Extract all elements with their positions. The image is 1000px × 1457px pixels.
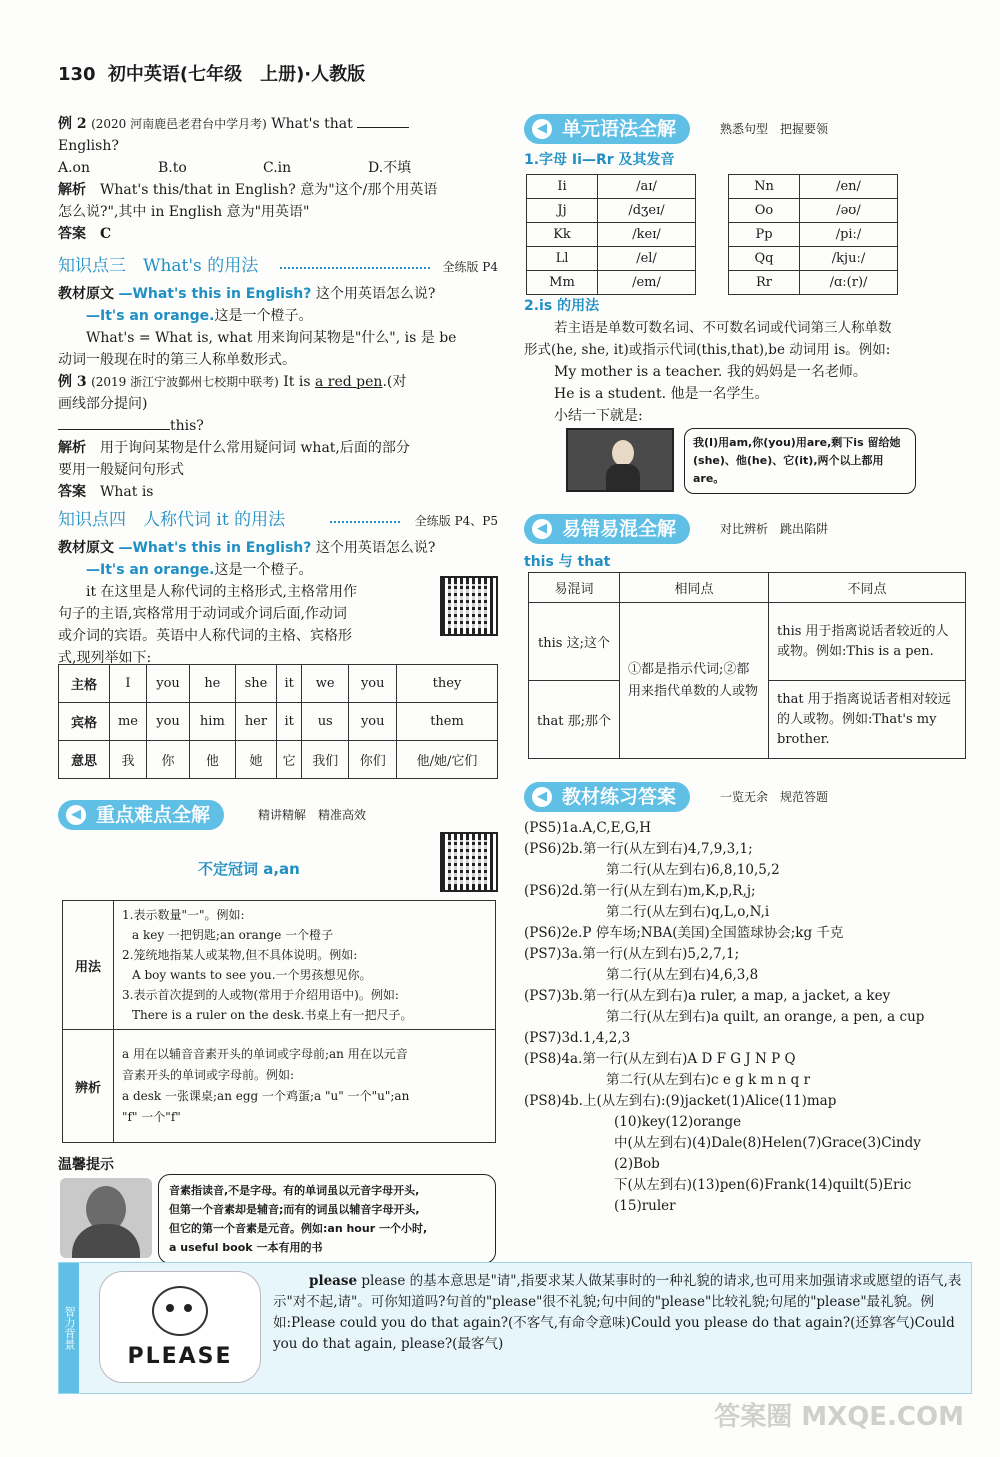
usage-line: There is a ruler on the desk.书桌上有一把尺子。 [132, 1008, 413, 1022]
option: A.on [58, 160, 91, 176]
option: B.to [158, 160, 187, 176]
speaker-icon: ◀ [532, 787, 552, 807]
usage-line: 2.笼统地指某人或某物,但不具体说明。例如: [122, 948, 358, 962]
kp4-title: 知识点四 人称代词 it 的用法 [58, 510, 286, 530]
kp3-para: What's = What is, what 用来询问某物是"什么", is 是 be [86, 330, 457, 346]
analysis-line: a 用在以辅音音素开头的单词或字母前;an 用在以元音 [122, 1047, 408, 1061]
letter: Pp [729, 223, 800, 247]
kp4-para: 式,现列举如下: [58, 650, 152, 666]
ex3-source: (2019 浙江宁波鄞州七校期中联考) [91, 375, 279, 389]
letter: Kk [527, 223, 598, 247]
answer-line: (15)ruler [614, 1198, 676, 1214]
keypoints-title: 不定冠词 a,an [198, 860, 300, 878]
cell: you [349, 703, 397, 741]
footer-side-label: 智力背景 [59, 1263, 79, 1393]
article-table [62, 900, 496, 1143]
yuanwen-label: 教材原文 [58, 540, 114, 556]
usage-line: 3.表示首次提到的人或物(常用于介绍用语中)。例如: [122, 988, 399, 1002]
phonetic: /dʒeɪ/ [598, 199, 696, 223]
book-title: 初中英语(七年级 上册)·人教版 [107, 64, 366, 85]
kp3-para: 动词一般现在时的第三人称单数形式。 [58, 352, 296, 368]
answer-line: (PS8)4b.上(从左到右):(9)jacket(1)Alice(11)map [524, 1093, 837, 1109]
watermark: 答案圈 MXQE.COM [714, 1402, 964, 1432]
answer-line: (PS7)3a.第一行(从左到右)5,2,7,1; [524, 946, 740, 962]
analysis-label: 解析 [58, 440, 86, 456]
cell: they [397, 665, 498, 703]
option: C.in [263, 160, 292, 176]
ex3-text: It is [283, 374, 311, 390]
analysis-text: 用于询问某物是什么常用疑问词 what,后面的部分 [100, 440, 410, 456]
banner-title: 重点难点全解 [96, 804, 211, 826]
answer-label: 答案 [58, 484, 86, 500]
confusion-title: this 与 that [524, 554, 611, 570]
yuanwen-en: —It's an orange. [86, 308, 215, 324]
cell: 她 [235, 741, 277, 779]
same-cell: ①都是指示代词;②都用来指代单数的人或物 [620, 603, 769, 759]
tip-line: 音素指读音,不是字母。有的单词虽以元音字母开头, [169, 1184, 420, 1197]
qr-code [440, 832, 498, 892]
yuanwen-en: —What's this in English? [118, 286, 312, 302]
word-cell: this 这;这个 [529, 603, 620, 681]
answer-value: What is [100, 484, 154, 500]
usage-line: a key 一把钥匙;an orange 一个橙子 [132, 928, 334, 942]
answer-line: 中(从左到右)(4)Dale(8)Helen(7)Grace(3)Cindy [614, 1135, 921, 1151]
diff-cell: that 用于指离说话者相对较远的人或物。例如:That's my brother. [769, 681, 966, 759]
answer-line: (2)Bob [614, 1156, 660, 1172]
confusion-table [528, 572, 966, 759]
grammar-banner [524, 114, 970, 144]
cell: 他 [190, 741, 235, 779]
kp4-ref: 全练版 P4、P5 [414, 514, 498, 528]
cell: you [146, 703, 189, 741]
cell: 我 [110, 741, 147, 779]
ex3-instruction: 画线部分提问) [58, 396, 148, 412]
cell: them [397, 703, 498, 741]
cell: me [110, 703, 147, 741]
speaker-icon: ◀ [532, 519, 552, 539]
kp3-title: 知识点三 What's 的用法 [58, 256, 259, 276]
row-head: 主格 [59, 665, 110, 703]
yuanwen-cn: 这是一个橙子。 [214, 562, 313, 578]
answer-line: 第二行(从左到右)q,L,o,N,i [606, 904, 770, 920]
phonetic: /piː/ [800, 223, 898, 247]
analysis-text: 怎么说?",其中 in English 意为"用英语" [58, 204, 310, 220]
row-head: 宾格 [59, 703, 110, 741]
letter: Oo [729, 199, 800, 223]
cell: 它 [277, 741, 302, 779]
letter-table-left [526, 174, 696, 295]
footer-box [58, 1262, 972, 1394]
answer-line: (PS6)2d.第一行(从左到右)m,K,p,R,j; [524, 883, 756, 899]
column-header: 相同点 [620, 573, 769, 603]
ex2-label: 例 2 [58, 116, 87, 132]
kp4-para: 或介词的宾语。英语中人称代词的主格、宾格形 [58, 628, 352, 644]
analysis-text: 要用一般疑问句形式 [58, 462, 184, 478]
footer-keyword: please [309, 1273, 358, 1289]
letter: Ii [527, 175, 598, 199]
tip-bubble [158, 1174, 496, 1264]
answer-line: (PS5)1a.A,C,E,G,H [524, 820, 652, 836]
usage-line: 1.表示数量"一"。例如: [122, 908, 245, 922]
cell: she [235, 665, 277, 703]
footer-text: please 的基本意思是"请",指要求某人做某事时的一种礼貌的请求,也可用来加强请求或愿望的语气,表示"对不起,请"。可你知道吗?句首的"please"很不礼貌;句中间的"please"比较礼貌;句尾的"please"最礼貌。例如:Please could you do that again?(不客气,有命令意味)Could you please do that again?(还算客气)Could you do that again, please?(最客气) [273, 1273, 962, 1352]
yuanwen-cn: 这是一个橙子。 [214, 308, 313, 324]
cell: you [349, 665, 397, 703]
phonetic: /aɪ/ [598, 175, 696, 199]
yuanwen-cn: 这个用英语怎么说? [315, 286, 436, 302]
phonetic: /kjuː/ [800, 247, 898, 271]
grammar-s1: 1.字母 Ii—Rr 及其发音 [524, 152, 675, 168]
please-word: PLEASE [127, 1344, 233, 1369]
letter: Nn [729, 175, 800, 199]
grammar-para: 形式(he, she, it)或指示代词(this,that),be 动词用 is。例如: [524, 342, 891, 358]
ex2-source: (2020 河南鹿邑老君台中学月考) [91, 117, 267, 131]
yuanwen-en: —It's an orange. [86, 562, 215, 578]
answer-line: (PS8)4a.第一行(从左到右)A D F G J N P Q [524, 1051, 796, 1067]
cell: him [190, 703, 235, 741]
tip-avatar [60, 1178, 152, 1258]
ex2-question: What's that [271, 116, 353, 132]
answer-line: (PS7)3b.第一行(从左到右)a ruler, a map, a jacket, a key [524, 988, 891, 1004]
analysis-text: What's this/that in English? 意为"这个/那个用英语 [100, 182, 438, 198]
kp4-para: it 在这里是人称代词的主格形式,主格常用作 [86, 584, 358, 600]
phonetic: /əʊ/ [800, 199, 898, 223]
answer-line: (PS6)2b.第一行(从左到右)4,7,9,3,1; [524, 841, 753, 857]
right-column [524, 110, 970, 1214]
teacher-picture [566, 428, 674, 492]
grammar-s2: 2.is 的用法 [524, 298, 600, 314]
cell: 你 [146, 741, 189, 779]
ex2-question-end: English? [58, 138, 119, 154]
word-cell: that 那;那个 [529, 681, 620, 759]
ex3-blank-end: this? [170, 418, 204, 434]
usage-line: A boy wants to see you.一个男孩想见你。 [132, 968, 372, 982]
grammar-para: 若主语是单数可数名词、不可数名词或代词第三人称单数 [554, 320, 892, 336]
phonetic: /en/ [800, 175, 898, 199]
analysis-line: 音素开头的单词或字母前。例如: [122, 1068, 295, 1082]
ex3-underlined: a red pen [314, 374, 383, 390]
answer-line: (PS7)3d.1,4,2,3 [524, 1030, 631, 1046]
kp4-para: 句子的主语,宾格常用于动词或介词后面,作动词 [58, 606, 347, 622]
answer-line: 第二行(从左到右)6,8,10,5,2 [606, 862, 780, 878]
analysis-label: 解析 [58, 182, 86, 198]
kp3-ref: 全练版 P4 [442, 260, 498, 274]
analysis-line: "f" 一个"f" [122, 1110, 181, 1124]
answer-line: (10)key(12)orange [614, 1114, 742, 1130]
row-head: 意思 [59, 741, 110, 779]
cell: 你们 [349, 741, 397, 779]
column-header: 易混词 [529, 573, 620, 603]
ex3-text: .(对 [382, 374, 407, 390]
column-header: 不同点 [769, 573, 966, 603]
page-header [58, 60, 365, 86]
pronoun-table [58, 664, 498, 779]
confusion-banner [524, 514, 970, 544]
letter: Mm [527, 271, 598, 295]
cell: it [277, 703, 302, 741]
row-head: 辨析 [63, 1030, 114, 1143]
cell: 我们 [301, 741, 348, 779]
qr-code [440, 576, 498, 636]
yuanwen-label: 教材原文 [58, 286, 114, 302]
answer-line: 第二行(从左到右)c e g k m n q r [606, 1072, 811, 1088]
grammar-example: My mother is a teacher. 我的妈妈是一名老师。 [554, 364, 867, 380]
letter: Jj [527, 199, 598, 223]
grammar-example: He is a student. 他是一名学生。 [554, 386, 769, 402]
tip-line: 但第一个音素却是辅音;而有的词虽以辅音字母开头, [169, 1203, 420, 1216]
letter-table-right [728, 174, 898, 295]
answer-line: 第二行(从左到右)4,6,3,8 [606, 967, 759, 983]
cell: we [301, 665, 348, 703]
tip-line: a useful book 一本有用的书 [169, 1241, 323, 1254]
banner-title: 教材练习答案 [562, 786, 677, 808]
analysis-line: a desk 一张课桌;an egg 一个鸡蛋;a "u" 一个"u";an [122, 1089, 410, 1103]
grammar-bubble: 我(I)用am,你(you)用are,剩下is 留给她(she)、他(he)、它(it),两个以上都用are。 [684, 428, 916, 494]
banner-sub: 熟悉句型 把握要领 [720, 122, 829, 136]
phonetic: /em/ [598, 271, 696, 295]
option: D.不填 [368, 160, 412, 176]
answer-line: 第二行(从左到右)a quilt, an orange, a pen, a cup [606, 1009, 925, 1025]
grammar-summary: 小结一下就是: [554, 408, 643, 424]
banner-title: 易错易混全解 [562, 518, 677, 540]
banner-sub: 精讲精解 精准高效 [258, 808, 367, 822]
letter: Qq [729, 247, 800, 271]
answers-banner [524, 782, 970, 812]
phonetic: /ɑː(r)/ [800, 271, 898, 295]
cell: 他/她/它们 [397, 741, 498, 779]
letter: Ll [527, 247, 598, 271]
phonetic: /el/ [598, 247, 696, 271]
answer-label: 答案 [58, 226, 86, 242]
page-number: 130 [58, 64, 96, 85]
diff-cell: this 用于指离说话者较近的人或物。例如:This is a pen. [769, 603, 966, 681]
answer-value: C [100, 226, 112, 242]
ex3-label: 例 3 [58, 374, 87, 390]
cell: you [146, 665, 189, 703]
banner-sub: 对比辨析 跳出陷阱 [720, 522, 829, 536]
yuanwen-en: —What's this in English? [118, 540, 312, 556]
cell: I [110, 665, 147, 703]
cell: it [277, 665, 302, 703]
answer-line: (PS6)2e.P 停车场;NBA(美国)全国篮球协会;kg 千克 [524, 925, 844, 941]
left-column [58, 110, 498, 1254]
cell: her [235, 703, 277, 741]
banner-sub: 一览无余 规范答题 [720, 790, 829, 804]
please-picture [99, 1271, 261, 1383]
row-head: 用法 [63, 901, 114, 1030]
speaker-icon: ◀ [532, 119, 552, 139]
cell: us [301, 703, 348, 741]
phonetic: /keɪ/ [598, 223, 696, 247]
letter: Rr [729, 271, 800, 295]
banner-title: 单元语法全解 [562, 118, 677, 140]
keypoints-banner [58, 800, 498, 830]
cell: he [190, 665, 235, 703]
tip-line: 但它的第一个音素是元音。例如:an hour 一个小时, [169, 1222, 428, 1235]
answer-line: 下(从左到右)(13)pen(6)Frank(14)quilt(5)Eric [614, 1177, 912, 1193]
yuanwen-cn: 这个用英语怎么说? [315, 540, 436, 556]
tip-label: 温馨提示 [58, 1157, 114, 1173]
speaker-icon: ◀ [66, 805, 86, 825]
